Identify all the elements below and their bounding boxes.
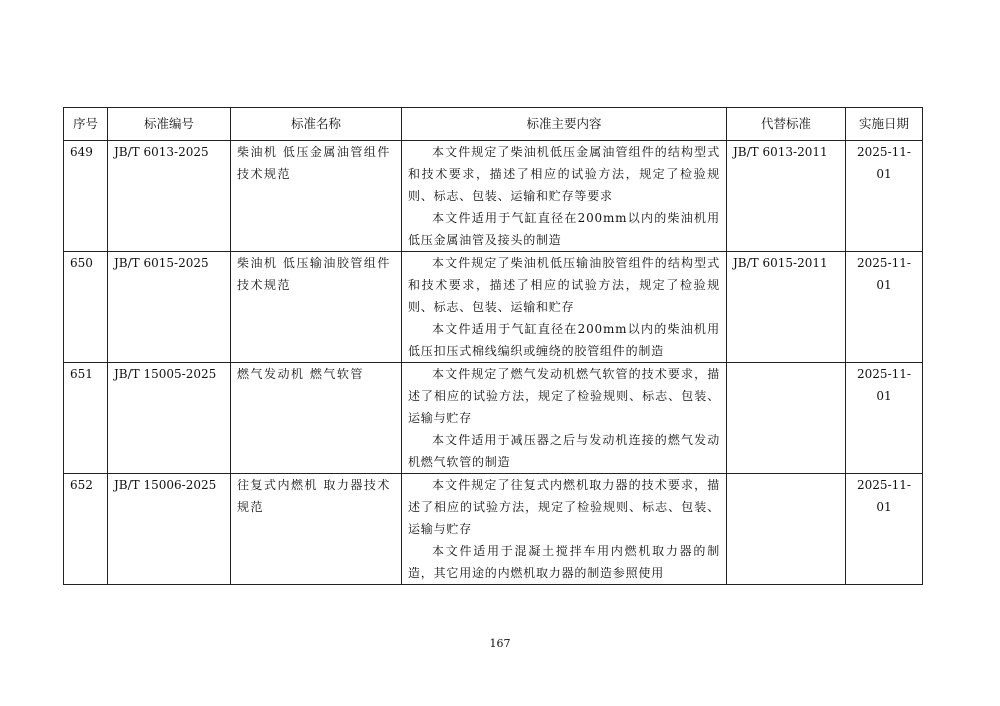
content-application: 本文件适用于减压器之后与发动机连接的燃气发动机燃气软管的制造 (408, 433, 720, 469)
content-scope: 本文件规定了柴油机低压金属油管组件的结构型式和技术要求，描述了相应的试验方法，规定了检验规则、标志、包装、运输和贮存等要求 (408, 145, 720, 203)
content-application: 本文件适用于气缸直径在200mm以内的柴油机用低压金属油管及接头的制造 (408, 211, 720, 247)
row-date: 2025-11-01 (846, 363, 923, 474)
table-row (64, 363, 923, 474)
row-replaces (727, 363, 846, 474)
row-date: 2025-11-01 (846, 252, 923, 363)
row-name: 柴油机 低压金属油管组件技术规范 (231, 141, 402, 252)
table-row (64, 252, 923, 363)
row-seq: 650 (64, 252, 108, 363)
header-replaces: 代替标准 (727, 108, 846, 141)
header-content: 标准主要内容 (402, 108, 727, 141)
row-content (402, 252, 727, 363)
content-scope: 本文件规定了柴油机低压输油胶管组件的结构型式和技术要求，描述了相应的试验方法，规定了检验规则、标志、包装、运输和贮存 (408, 256, 720, 314)
content-application: 本文件适用于气缸直径在200mm以内的柴油机用低压扣压式棉线编织或缠绕的胶管组件的制造 (408, 322, 720, 358)
row-name: 往复式内燃机 取力器技术规范 (231, 474, 402, 585)
table-row (64, 141, 923, 252)
header-code: 标准编号 (108, 108, 231, 141)
row-name: 燃气发动机 燃气软管 (231, 363, 402, 474)
page-number: 167 (489, 637, 511, 650)
row-content (402, 141, 727, 252)
header-date: 实施日期 (846, 108, 923, 141)
header-seq: 序号 (64, 108, 108, 141)
row-content (402, 474, 727, 585)
content-scope: 本文件规定了往复式内燃机取力器的技术要求，描述了相应的试验方法，规定了检验规则、标志、包装、运输与贮存 (408, 478, 720, 536)
row-code: JB/T 6013-2025 (108, 141, 231, 252)
row-content (402, 363, 727, 474)
row-code: JB/T 6015-2025 (108, 252, 231, 363)
row-date: 2025-11-01 (846, 141, 923, 252)
table-row (64, 474, 923, 585)
row-seq: 649 (64, 141, 108, 252)
standards-table (63, 107, 923, 585)
row-seq: 651 (64, 363, 108, 474)
table-header-row (64, 108, 923, 141)
header-name: 标准名称 (231, 108, 402, 141)
row-replaces (727, 474, 846, 585)
row-replaces: JB/T 6013-2011 (727, 141, 846, 252)
content-application: 本文件适用于混凝土搅拌车用内燃机取力器的制造，其它用途的内燃机取力器的制造参照使用 (408, 544, 720, 580)
content-scope: 本文件规定了燃气发动机燃气软管的技术要求，描述了相应的试验方法，规定了检验规则、标志、包装、运输与贮存 (408, 367, 720, 425)
row-code: JB/T 15005-2025 (108, 363, 231, 474)
row-code: JB/T 15006-2025 (108, 474, 231, 585)
row-date: 2025-11-01 (846, 474, 923, 585)
row-seq: 652 (64, 474, 108, 585)
row-name: 柴油机 低压输油胶管组件技术规范 (231, 252, 402, 363)
row-replaces: JB/T 6015-2011 (727, 252, 846, 363)
